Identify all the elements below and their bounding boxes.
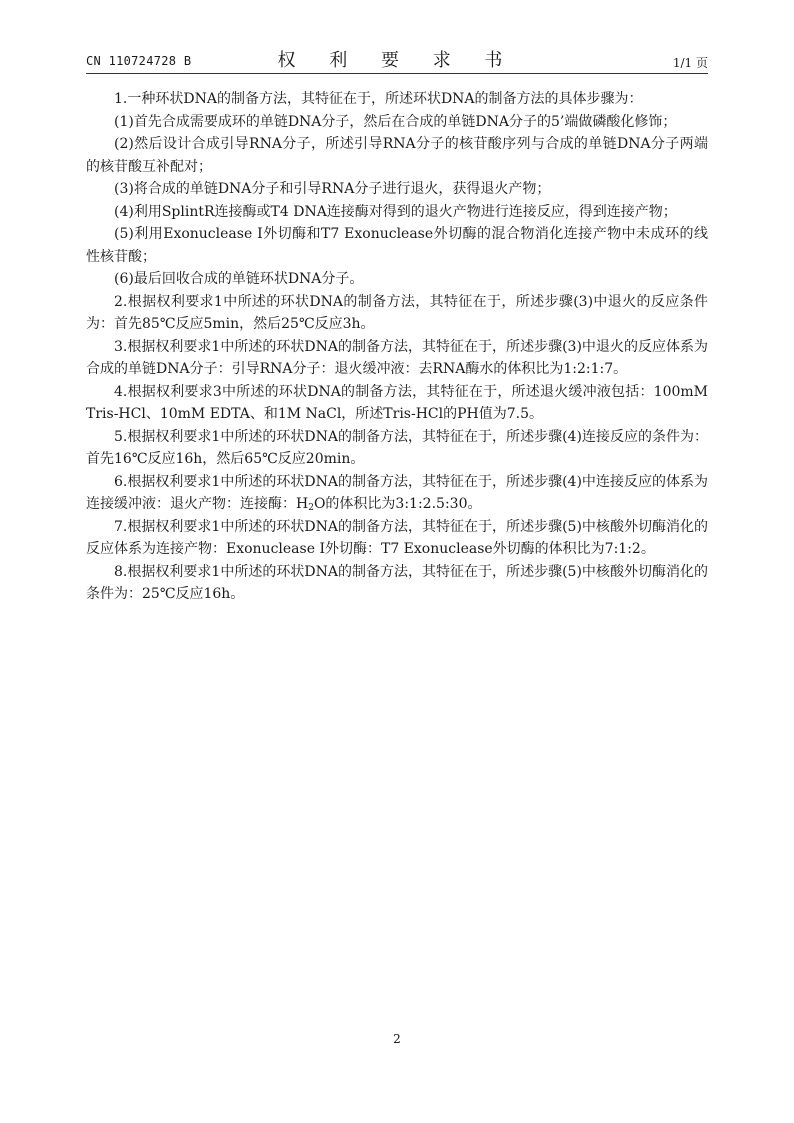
header-divider (86, 73, 708, 74)
footer-page-number: 2 (393, 1032, 401, 1046)
claim-2: 2.根据权利要求1中所述的环状DNA的制备方法，其特征在于，所述步骤(3)中退火的反应条件为：首先85℃反应5min，然后25℃反应3h。 (86, 293, 708, 332)
claims-body (86, 88, 708, 606)
claim-8: 8.根据权利要求1中所述的环状DNA的制备方法，其特征在于，所述步骤(5)中核酸外切酶消化的条件为：25℃反应16h。 (86, 563, 708, 602)
page-count: 1/1 页 (672, 56, 708, 70)
claim-4: 4.根据权利要求3中所述的环状DNA的制备方法，其特征在于，所述退火缓冲液包括：100mM Tris-HCl、10mM EDTA、和1M NaCl，所述Tris-HCl的PH值为7.5。 (86, 383, 708, 422)
claim-6-text-b: O的体积比为3:1:2.5:30。 (313, 496, 482, 512)
claim-1-intro: 1.一种环状DNA的制备方法，其特征在于，所述环状DNA的制备方法的具体步骤为： (114, 91, 643, 107)
page-header (86, 46, 708, 74)
claim-3: 3.根据权利要求1中所述的环状DNA的制备方法，其特征在于，所述步骤(3)中退火的反应体系为合成的单链DNA分子：引导RNA分子：退火缓冲液：去RNA酶水的体积比为1:2:1:7。 (86, 338, 708, 377)
claim-1-step-3: (3)将合成的单链DNA分子和引导RNA分子进行退火，获得退火产物； (114, 181, 551, 197)
claim-5: 5.根据权利要求1中所述的环状DNA的制备方法，其特征在于，所述步骤(4)连接反应的条件为：首先16℃反应16h，然后65℃反应20min。 (86, 428, 708, 467)
claim-7: 7.根据权利要求1中所述的环状DNA的制备方法，其特征在于，所述步骤(5)中核酸外切酶消化的反应体系为连接产物：Exonuclease I外切酶：T7 Exonuclease外切酶的体积比为7:1:2。 (86, 518, 708, 557)
claim-1-step-2: (2)然后设计合成引导RNA分子，所述引导RNA分子的核苷酸序列与合成的单链DNA分子两端的核苷酸互补配对； (86, 136, 708, 175)
claim-6-text-a: 6.根据权利要求1中所述的环状DNA的制备方法，其特征在于，所述步骤(4)中连接反应的体系为连接缓冲液：退火产物：连接酶：H (86, 473, 708, 512)
claim-1-step-6: (6)最后回收合成的单链环状DNA分子。 (114, 271, 364, 287)
claim-6 (86, 471, 708, 516)
document-title: 权 利 要 求 书 (277, 50, 517, 71)
publication-number: CN 110724728 B (86, 54, 192, 68)
claim-6-subscript: 2 (308, 503, 314, 513)
claim-1-step-4: (4)利用SplintR连接酶或T4 DNA连接酶对得到的退火产物进行连接反应，得到连接产物； (114, 203, 677, 220)
claim-1-step-1: (1)首先合成需要成环的单链DNA分子，然后在合成的单链DNA分子的5’端做磷酸化修饰； (114, 113, 677, 130)
claim-1-step-5: (5)利用Exonuclease I外切酶和T7 Exonuclease外切酶的混合物消化连接产物中未成环的线性核苷酸； (86, 226, 708, 265)
